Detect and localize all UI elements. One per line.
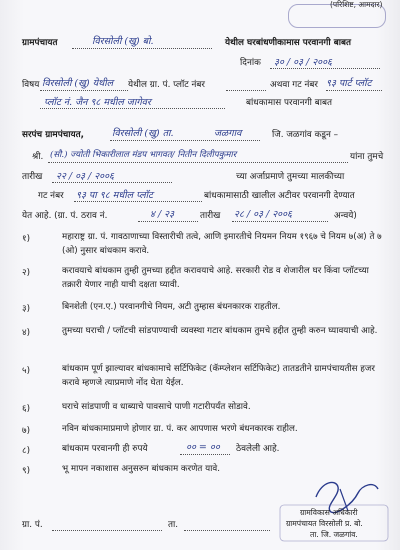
condition-number: ३) [22,304,31,314]
application-text: च्या अर्जाप्रमाणे तुमच्या मालकीच्या [236,172,345,182]
applicant-value: (सौ.) ज्योती भिकारीलाल मंडप भागवत/ नितीन दिलीपकुमार [50,150,237,160]
date-label: दिनांक [240,58,261,68]
condition-text: बिनशेती (एन.ए.) परवानगीचे नियम, अटी तुम्हास बंधनकारक राहतील. [62,302,281,312]
condition-text: तुमच्या घराची / प्लॉटची सांडपाण्याची व्यवस्था गटार बांधकाम तुमचे हद्दीत तुम्ही करुन घ्यावयाची आहे. [62,326,378,336]
subject-rule-1 [40,90,128,91]
or-gat-label: अथवा गट नंबर [270,80,318,90]
plot-number-label: येथील ग्रा. पं. प्लॉट नंबर [128,80,206,90]
condition-text: करावयाचे बांधकाम तुम्ही तुमच्या हद्दीत करावयाचे आहे. सरकारी रोड व शेजारील घर किंवा प्लॉटच्या तक्रारी येणार नाही याची दक्षता घ्यावी. [62,266,369,290]
sarpanch-label: सरपंच ग्रामपंचायत, [22,130,85,140]
subject-rule-2 [40,108,225,109]
gat-rule [326,90,382,91]
subject-heading: येथील घरबांधणीकामास परवानगी बाबत [225,38,352,48]
shri-label: श्री. [32,152,44,162]
to-you-text: यांना तुमचे [350,152,384,162]
bracket-note: (परिशिष्ट, आमदार) [330,0,383,9]
resolution-date-rule [232,221,328,222]
permission-text: बांधकामास परवानगी बाबत [246,98,333,108]
fee-value: ०० = ०० [186,442,220,453]
according-text: अन्वये) [334,211,357,221]
condition-number: ६) [22,404,31,414]
date-rule [270,68,380,69]
footer-ta-label: ता. [168,520,179,530]
dated-rule [52,182,172,183]
resolution-rule [138,221,198,222]
condition-number: ७) [22,426,31,436]
condition-text: नविन बांधकामाप्रमाणे होणार ग्रा. पं. कर आपणास भरणे बंधनकारक राहील. [62,424,298,434]
condition-number: १) [22,234,31,244]
district-text: जि. जळगांव कडून – [272,130,339,140]
taluka-value: जळगाव [214,128,242,139]
condition-number: ९) [22,466,31,476]
village-value: विरसोली (खु) ता. [112,128,174,139]
dated-value: २२ / ०३ / २००६ [56,171,115,182]
condition-number: ४) [22,328,31,338]
applicant-rule [48,162,348,163]
plot-label: गट नंबर [38,191,64,201]
fee-rule [180,454,230,455]
resolution-value: ४ / २३ [150,209,175,220]
condition-number: ८) [22,446,31,456]
condition-text: बांधकाम पूर्ण झाल्यावर बांधकामाचे सर्टिफिकेट (कॅम्प्लेशन सर्टिफिकेट) तातडतीने ग्रामपंचायतीस हजर करावे म्हणजे त्याप्रमाणे नोंद घेता येईल. [62,364,375,388]
condition-text: भू मापन नकाशास अनुसरुन बांधकाम करणेत यावे. [62,464,221,474]
gat-value: ९३ पार्ट प्लॉट [326,78,372,89]
footer-gp-rule [52,530,162,531]
fee-suffix: ठेवलेली आहे. [236,444,280,454]
subject-label: विषय [22,80,40,90]
condition-number: ५) [22,366,31,376]
condition-text: घराचे सांडपाणी व धाब्याचे पावसाचे पाणी गटारीपर्यंत सोडावे. [62,402,251,412]
plot-number-rule [226,90,266,91]
subject-line1-value: विरसोली (खु) येथील [42,78,114,89]
seal-line-3: ता. जि. जळगांव. [310,530,358,539]
condition-text: महाराष्ट्र ग्रा. पं. गावठाणाच्या विस्तारीची तत्वे, आणि इमारतीचे नियमन नियम १९६७ चे नियम ७(अ) ते ७ (ओ) नुसार बांधकाम करावे. [62,232,382,256]
seal-line-1: ग्रामविकास अधिकारी [300,508,358,517]
footer-gp-label: ग्रा. पं. [22,520,43,530]
gp-label: ग्रामपंचायत [22,38,58,48]
footer-ta-rule [184,530,270,531]
village-rule [110,140,260,141]
date-value: ३० / ०३ / २००६ [274,57,333,68]
resolution-date-value: २८ / ०३ / २००६ [234,209,293,220]
gp-value: विरसोली (खु) बो. [92,36,154,47]
seal-line-2: ग्रामपंचायत विरसोली प्र. बो. [286,519,363,528]
resolution-date-label: तारीख [200,211,221,221]
plot-rule [74,201,202,202]
gp-rule [72,48,212,49]
plot-value: ९३ पा ९८ मधील प्लॉट [76,190,153,201]
comes-text: येत आहे. (ग्रा. पं. ठराव नं. [22,211,108,221]
fee-prefix: बांधकाम परवानगी ही रुपये [62,444,148,454]
dated-label: तारीख [22,172,43,182]
subject-line2-value: प्लॉट नं. जैन ९८ मधील जागेवर [44,97,151,108]
construction-text: बांधकामासाठी खालील अटीवर परवानगी देण्यात [204,191,355,201]
condition-number: २) [22,268,31,278]
